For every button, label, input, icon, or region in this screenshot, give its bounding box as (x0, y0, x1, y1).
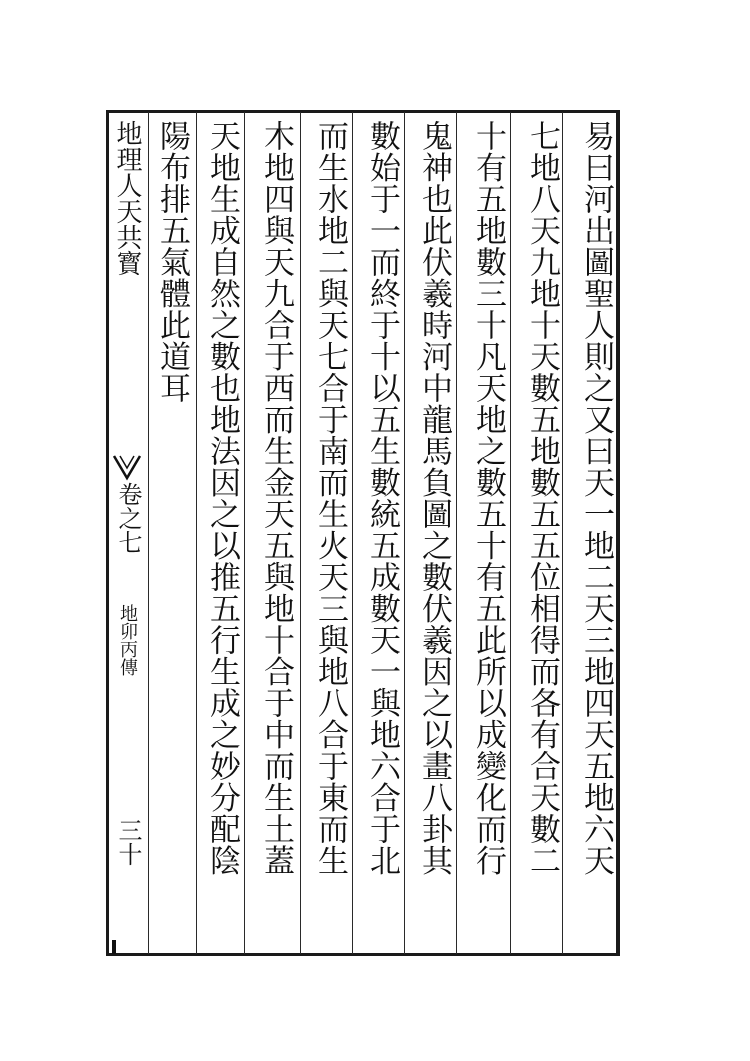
book-title: 地理人天共寳 (112, 120, 142, 276)
text-column-9: 陽布排五氣體此道耳 (154, 120, 190, 404)
text-column-8: 天地生成自然之數也地法因之以推五行生成之妙分配陰 (204, 120, 240, 876)
page-margin-column (108, 116, 146, 952)
text-column-5: 數始于一而終于十以五生數統五成數天一與地六合于北 (364, 120, 400, 876)
column-rule (404, 112, 405, 954)
column-rule (456, 112, 457, 954)
text-column-2: 七地八天九地十天數五地數五五位相得而各有合天數二 (524, 120, 560, 876)
page-number: 三十 (114, 818, 142, 866)
column-rule (148, 112, 149, 954)
text-column-7: 木地四與天九合于西而生金天五與地十合于中而生土蓋 (258, 120, 294, 876)
margin-bottom-mark (112, 940, 116, 954)
column-rule (196, 112, 197, 954)
volume-label: 卷之七 (114, 482, 142, 554)
column-rule (510, 112, 511, 954)
text-column-6: 而生水地二與天七合于南而生火天三與地八合于東而生 (312, 120, 348, 876)
section-label: 地卯丙傳 (117, 604, 138, 676)
column-rule (562, 112, 563, 954)
column-rule (244, 112, 245, 954)
column-rule (300, 112, 301, 954)
text-column-1: 易曰河出圖聖人則之又曰天一地二天三地四天五地六天 (578, 120, 614, 876)
fish-tail-ornament-icon (112, 452, 142, 482)
text-column-3: 十有五地數三十凡天地之數五十有五此所以成變化而行 (470, 120, 506, 876)
column-rule (352, 112, 353, 954)
text-column-4: 鬼神也此伏羲時河中龍馬負圖之數伏羲因之以畫八卦其 (416, 120, 452, 876)
